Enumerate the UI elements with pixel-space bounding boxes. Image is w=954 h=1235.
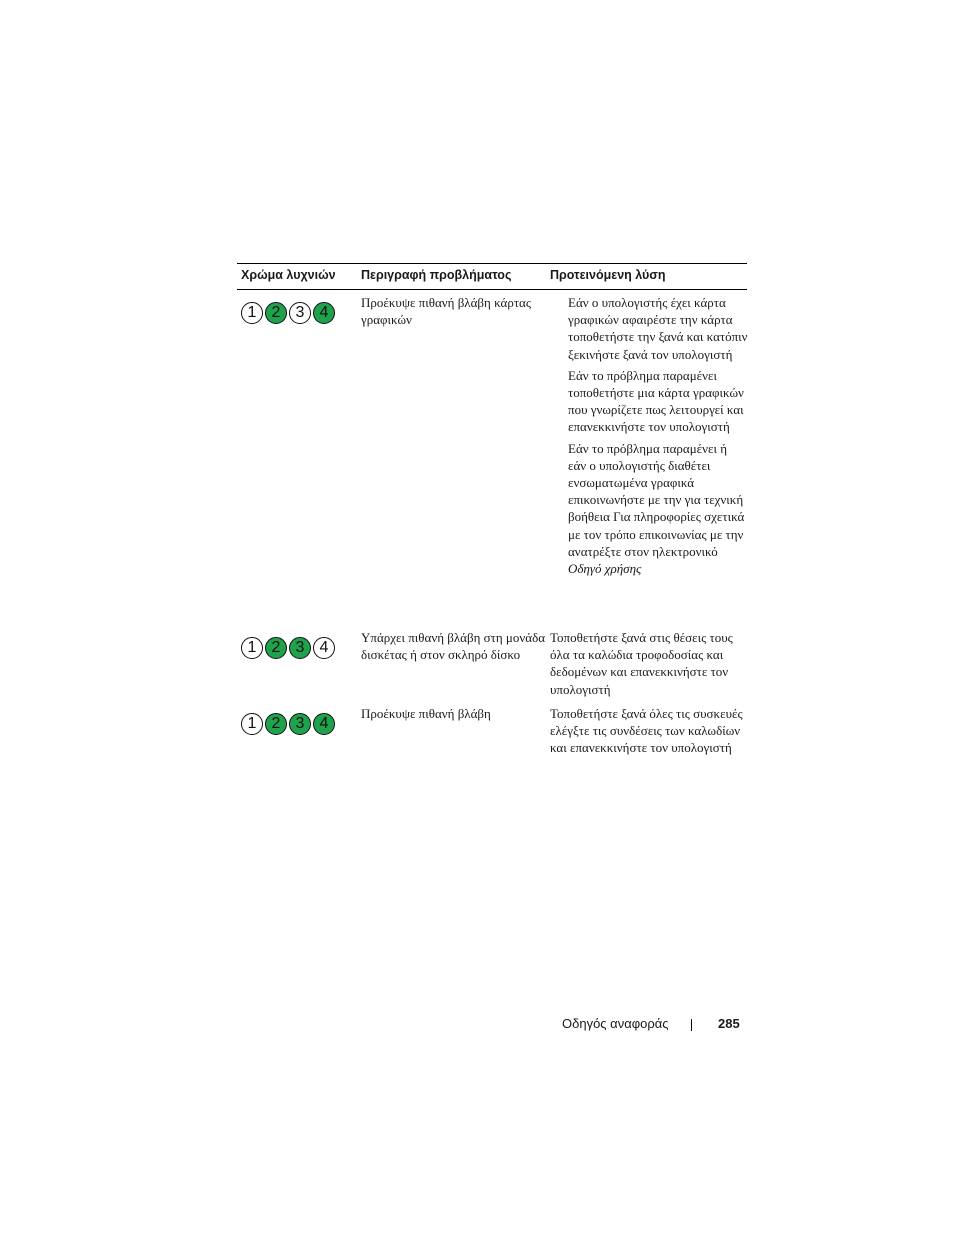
suggested-solution bbox=[550, 705, 750, 761]
solution-paragraph: Εάν ο υπολογιστής έχει κάρτα γραφικών αφαιρέστε την κάρτα τοποθετήστε την ξανά και κατόπιν ξεκινήστε ξανά τον υπολογιστή bbox=[568, 295, 748, 362]
led-4-icon: 4 bbox=[313, 637, 335, 659]
led-pattern bbox=[241, 637, 335, 659]
table-row bbox=[237, 630, 747, 710]
header-suggested-solution: Προτεινόμενη λύση bbox=[550, 268, 666, 282]
led-3-icon: 3 bbox=[289, 637, 311, 659]
led-diagnostics-table bbox=[237, 263, 747, 790]
led-3-icon: 3 bbox=[289, 713, 311, 735]
solution-paragraph: Τοποθετήστε ξανά όλες τις συσκευές ελέγξτε τις συνδέσεις των καλωδίων και επανεκκινήστε τον υπολογιστή bbox=[550, 706, 743, 756]
led-2-icon: 2 bbox=[265, 637, 287, 659]
led-4-icon: 4 bbox=[313, 713, 335, 735]
solution-paragraph: Εάν το πρόβλημα παραμένει τοποθετήστε μια κάρτα γραφικών που γνωρίζετε πως λειτουργεί και επανεκκινήστε τον υπολογιστή bbox=[568, 367, 744, 435]
table-header bbox=[237, 263, 747, 290]
table-row bbox=[237, 706, 747, 790]
led-pattern bbox=[241, 302, 335, 324]
header-problem-description: Περιγραφή προβλήματος bbox=[361, 268, 512, 282]
solution-paragraph: Εάν το πρόβλημα παραμένει ή εάν ο υπολογιστής διαθέτει ενσωματωμένα γραφικά επικοινωνήστε με την για τεχνική βοήθεια Για πληροφορίες σχετικά με τον τρόπο επικοινωνίας με την ανατρέξτε στον ηλεκτρονικό bbox=[568, 440, 745, 559]
footer-divider bbox=[691, 1019, 692, 1031]
led-1-icon: 1 bbox=[241, 637, 263, 659]
footer-title: Οδηγός αναφοράς bbox=[562, 1016, 669, 1031]
led-3-icon: 3 bbox=[289, 302, 311, 324]
problem-description: Προέκυψε πιθανή βλάβη κάρτας γραφικών bbox=[361, 295, 532, 328]
suggested-solution bbox=[568, 294, 748, 581]
problem-description: Προέκυψε πιθανή βλάβη bbox=[361, 706, 491, 721]
table-row bbox=[237, 290, 747, 634]
problem-description: Υπάρχει πιθανή βλάβη στη μονάδα δισκέτας ή στον σκληρό δίσκο bbox=[361, 630, 546, 663]
suggested-solution bbox=[550, 629, 750, 702]
solution-italic-reference: Οδηγό χρήσης bbox=[568, 561, 642, 577]
led-1-icon: 1 bbox=[241, 713, 263, 735]
led-1-icon: 1 bbox=[241, 302, 263, 324]
led-2-icon: 2 bbox=[265, 713, 287, 735]
page-number: 285 bbox=[718, 1016, 740, 1031]
header-led-color: Χρώμα λυχνιών bbox=[241, 268, 336, 282]
led-4-icon: 4 bbox=[313, 302, 335, 324]
led-2-icon: 2 bbox=[265, 302, 287, 324]
solution-paragraph: Τοποθετήστε ξανά στις θέσεις τους όλα τα καλώδια τροφοδοσίας και δεδομένων και επανεκκινήστε τον υπολογιστή bbox=[550, 630, 733, 697]
led-pattern bbox=[241, 713, 335, 735]
